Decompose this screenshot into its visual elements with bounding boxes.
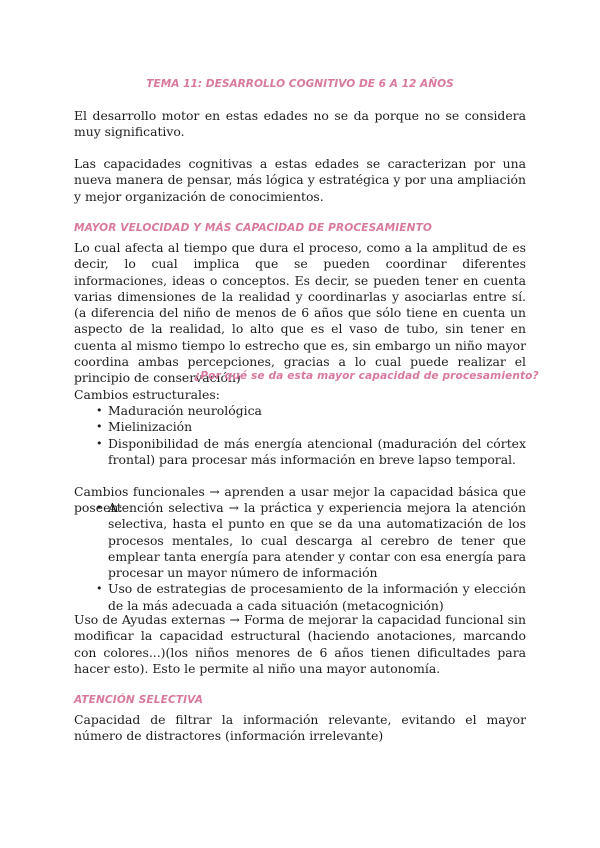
list-item: • Atención selectiva → la práctica y experiencia mejora la atención selectiva, hasta el punto en que se da una automatización de los procesos mentales, lo cual descarga al cerebro de tener que emplear tanta energía para atender y contar con esa energía para procesar un mayor número de información: [86, 500, 526, 581]
paragraph-ayudas: Uso de Ayudas externas → Forma de mejorar la capacidad funcional sin modificar la capacidad estructural (haciendo anotaciones, marcando con colores...)(los niños menores de 6 años tienen dificultades para hacer esto). Esto le permite al niño una mayor autonomía.: [74, 612, 526, 676]
list-estructurales: [86, 403, 526, 468]
list-funcionales: [86, 500, 526, 614]
paragraph-motor: El desarrollo motor en estas edades no se da porque no se considera muy significativo.: [74, 108, 526, 140]
list-item: • Mielinización: [86, 419, 526, 435]
question-porque: ¿Por qué se da esta mayor capacidad de procesamiento?: [194, 370, 539, 382]
label-funcionales: Cambios funcionales → aprenden a usar mejor la capacidad básica que poseen:: [74, 484, 526, 516]
paragraph-capacidades: Las capacidades cognitivas a estas edades se caracterizan por una nueva manera de pensar, más lógica y estratégica y por una ampliación y mejor organización de conocimientos.: [74, 156, 526, 204]
page-title: TEMA 11: DESARROLLO COGNITIVO DE 6 A 12 AÑOS: [146, 78, 454, 90]
heading-atencion: ATENCIÓN SELECTIVA: [74, 694, 204, 706]
list-item: • Maduración neurológica: [86, 403, 526, 419]
label-estructurales: Cambios estructurales:: [74, 387, 220, 402]
list-item: • Disponibilidad de más energía atencional (maduración del córtex frontal) para procesar más información en breve lapso temporal.: [86, 436, 526, 469]
list-item: • Uso de estrategias de procesamiento de la información y elección de la más adecuada a cada situación (metacognición): [86, 581, 526, 614]
heading-velocidad: MAYOR VELOCIDAD Y MÁS CAPACIDAD DE PROCESAMIENTO: [74, 222, 433, 234]
paragraph-velocidad: Lo cual afecta al tiempo que dura el proceso, como a la amplitud de es decir, lo cual implica que se pueden coordinar diferentes informaciones, ideas o conceptos. Es decir, se pueden tener en cuenta varias dimensiones de la realidad y coordinarlas y asociarlas entre sí. (a diferencia del niño de menos de 6 años que sólo tiene en cuenta un aspecto de la realidad, lo alto que es el vaso de tubo, sin tener en cuenta al mismo tiempo lo estrecho que es, sin embargo un niño mayor coordina ambas percepciones, gracias a lo cual puede realizar el principio de conservación): [74, 240, 526, 386]
paragraph-atencion: Capacidad de filtrar la información relevante, evitando el mayor número de distractores (información irrelevante): [74, 712, 526, 744]
